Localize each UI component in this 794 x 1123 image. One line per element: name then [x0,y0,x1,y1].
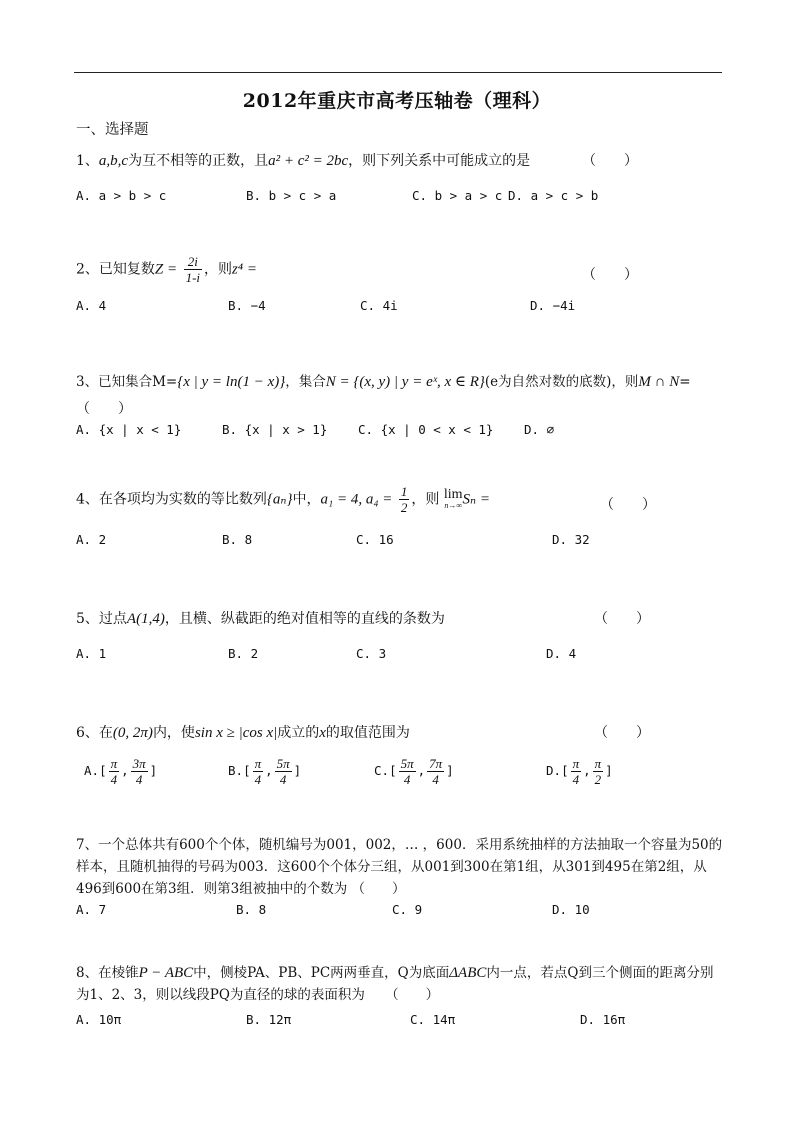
q2-option-d: D. −4i [530,298,576,313]
q8-option-a: A. 10π [76,1012,122,1027]
q4-limit: lim n→∞ [443,486,463,510]
section-heading: 一、选择题 [76,122,149,138]
q3-option-d: D. ∅ [524,422,555,437]
q3-option-b: B. {x | x > 1} [222,422,328,437]
page-title: 2012年重庆市高考压轴卷（理科） [242,90,552,112]
q8-option-d: D. 16π [580,1012,626,1027]
q5-option-b: B. 2 [228,646,259,661]
q1-equation: a² + c² = 2bc [268,153,349,169]
question-5: 5、过点A(1,4)，且横、纵截距的绝对值相等的直线的条数为 [76,611,445,627]
q6-answer-paren: （ ） [594,725,650,741]
q7-option-a: A. 7 [76,902,107,917]
q2-option-c: C. 4i [360,298,398,313]
question-6: 6、在(0, 2π)内，使sin x ≥ |cos x|成立的x的取值范围为 [76,725,410,741]
q7-option-d: D. 10 [552,902,590,917]
q4-option-a: A. 2 [76,532,107,547]
q1-option-c: C. b > a > c [412,188,503,203]
q3-option-a: A. {x | x < 1} [76,422,182,437]
question-3: 3、已知集合M={x | y = ln(1 − x)}，集合N = {(x, y) | y = eˣ, x ∈ R}(e为自然对数的底数)，则M ∩ N= [76,374,691,390]
q4-option-b: B. 8 [222,532,253,547]
q5-option-c: C. 3 [356,646,387,661]
q1-vars: a,b,c [98,153,129,169]
question-1: 1、a,b,c为互不相等的正数，且a² + c² = 2bc，则下列关系中可能成立的是 [76,153,531,169]
q4-option-c: C. 16 [356,532,394,547]
question-4: 4、在各项均为实数的等比数列{aₙ}中，a₁ = 4, a₄ = $\frac{1}{2}$ ，则 lim n→∞ Sₙ = [76,484,490,515]
q1-option-d: D. a > c > b [508,188,599,203]
q3-answer-paren: （ ） [76,401,132,417]
q1-option-b: B. b > c > a [246,188,337,203]
q8-option-c: C. 14π [410,1012,456,1027]
q1-option-a: A. a > b > c [76,188,167,203]
q3-option-c: C. {x | 0 < x < 1} [358,422,494,437]
q4-option-d: D. 32 [552,532,590,547]
q2-option-b: B. −4 [228,298,266,313]
q1-answer-paren: （ ） [582,153,638,169]
q7-option-b: B. 8 [236,902,267,917]
header-rule [74,72,722,73]
q7-option-c: C. 9 [392,902,423,917]
q2-fraction: $\frac{2i}{1-i}$ [185,254,201,285]
q5-option-a: A. 1 [76,646,107,661]
q4-answer-paren: （ ） [600,497,656,513]
q4-fraction: $\frac{1}{2}$ [400,484,408,515]
q6-option-b: B.[ $\frac{\pi}{4}$ , $\frac{5\pi}{4}$ ] [228,756,302,787]
question-7: 7、一个总体共有600个个体，随机编号为001，002，… ，600．采用系统抽样的方法抽取一个容量为50的样本，且随机抽得的号码为003．这600个个体分三组，从001到300在第1组，从301到495在第2组，从496到600在第3组．则第3组被抽中的个数为 （ ） [76,837,723,897]
q5-answer-paren: （ ） [594,611,650,627]
q2-answer-paren: （ ） [582,267,638,283]
question-8: 8、在棱锥P − ABC中，侧棱PA、PB、PC两两垂直，Q为底面ΔABC内一点，若点Q到三个侧面的距离分别为1、2、3，则以线段PQ为直径的球的表面积为 （ ） [76,965,714,1003]
q8-option-b: B. 12π [246,1012,292,1027]
q6-option-a: A.[ $\frac{\pi}{4}$ , $\frac{3\pi}{4}$ ] [84,756,158,787]
q5-option-d: D. 4 [546,646,577,661]
question-2: 2、已知复数Z = $\frac{2i}{1-i}$ ，则z⁴ = [76,254,257,285]
q2-option-a: A. 4 [76,298,107,313]
q6-option-d: D.[ $\frac{\pi}{4}$ , $\frac{\pi}{2}$ ] [546,756,613,787]
q6-option-c: C.[ $\frac{5\pi}{4}$ , $\frac{7\pi}{4}$ ] [374,756,454,787]
